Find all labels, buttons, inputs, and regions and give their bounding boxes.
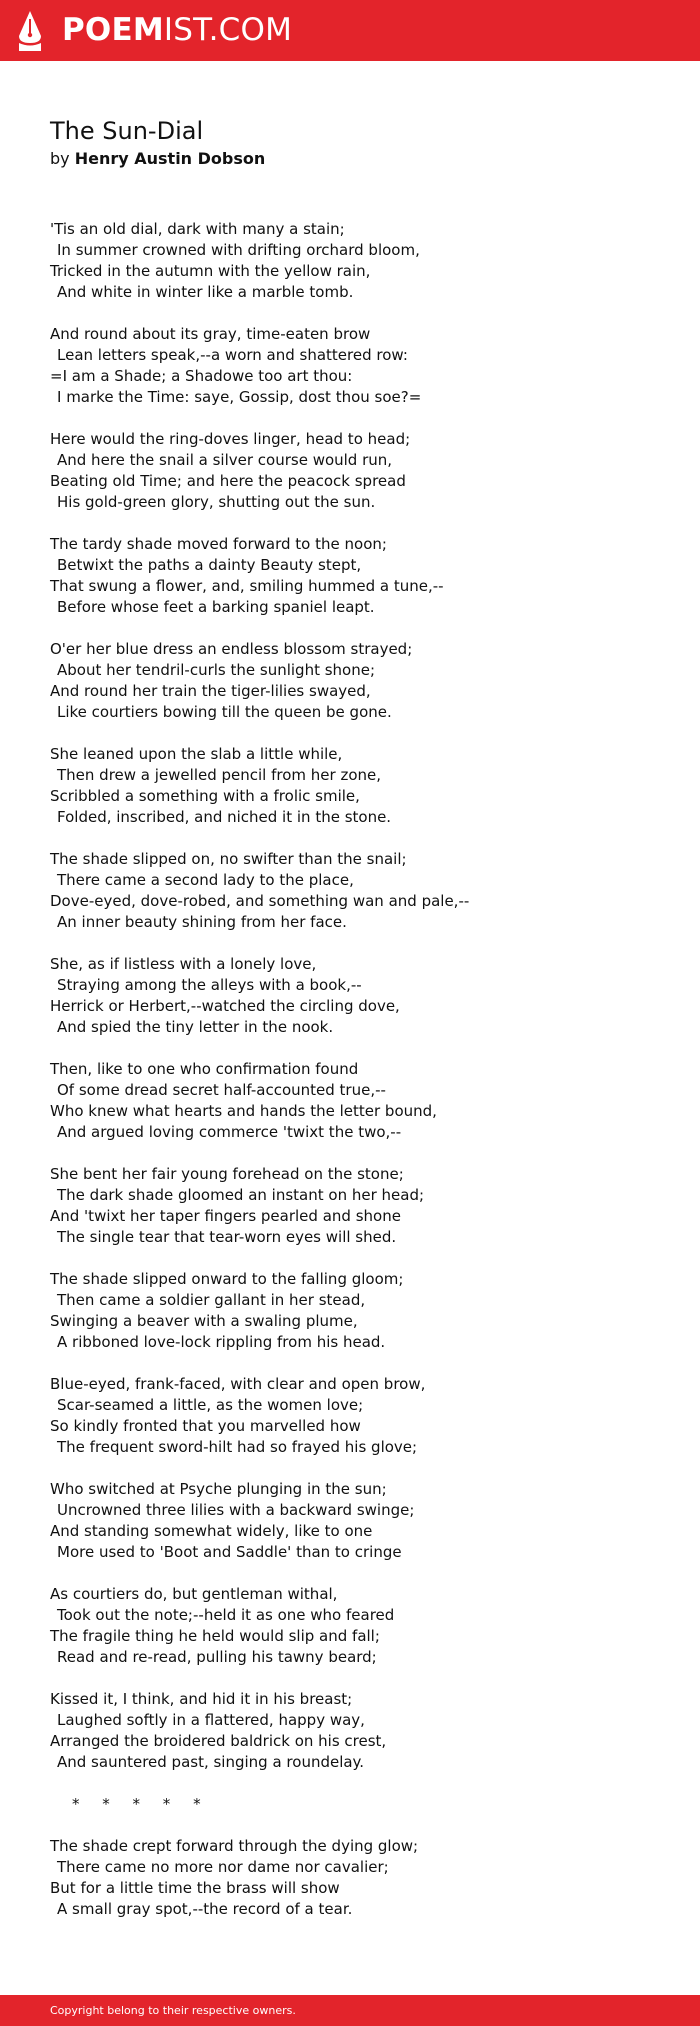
poem-line: A ribboned love-lock rippling from his head. [57,1333,386,1351]
pen-nib-logo-icon[interactable] [16,10,44,52]
poem-line: And round about its gray, time-eaten brow [50,325,371,343]
poem-line: Dove-eyed, dove-robed, and something wan and pale,-- [50,892,470,910]
poem-line: Blue-eyed, frank-faced, with clear and open brow, [50,1375,426,1393]
poem-line: But for a little time the brass will show [50,1879,340,1897]
poem-line: Herrick or Herbert,--watched the circling dove, [50,997,400,1015]
poem-stanza [50,219,670,303]
poem-line: There came no more nor dame nor cavalier; [57,1858,389,1876]
brand-light: IST.COM [163,12,293,48]
poem-line: Read and re-read, pulling his tawny beard; [57,1648,377,1666]
poem-line: Arranged the broidered baldrick on his crest, [50,1732,387,1750]
poem-stanza [50,1689,670,1773]
poem-line: I marke the Time: saye, Gossip, dost thou soe?= [57,388,422,406]
poem-line: The fragile thing he held would slip and fall; [50,1627,380,1645]
poem-stanza [50,849,670,933]
poem-line: About her tendril-curls the sunlight shone; [57,661,376,679]
poem-line: And standing somewhat widely, like to one [50,1522,373,1540]
poem-line: Then, like to one who confirmation found [50,1060,359,1078]
poem-line: Of some dread secret half-accounted true,-- [57,1081,386,1099]
poem-line: O'er her blue dress an endless blossom strayed; [50,640,413,658]
poem-line: The dark shade gloomed an instant on her head; [57,1186,425,1204]
poem-stanza [50,534,670,618]
poem-line: Straying among the alleys with a book,-- [57,976,362,994]
poem-line: And round her train the tiger-lilies swayed, [50,682,371,700]
poem-line: That swung a flower, and, smiling hummed a tune,-- [50,577,444,595]
poem-line: Here would the ring-doves linger, head to head; [50,430,411,448]
poem-line: In summer crowned with drifting orchard bloom, [57,241,420,259]
poem-line: Folded, inscribed, and niched it in the stone. [57,808,392,826]
poem-stanza [50,954,670,1038]
site-footer [0,1995,700,2026]
poem-stanza [50,1584,670,1668]
poem-line: An inner beauty shining from her face. [57,913,347,931]
poem-line: The tardy shade moved forward to the noon; [50,535,387,553]
by-label: by [50,149,70,168]
poem-line: She bent her fair young forehead on the stone; [50,1165,404,1183]
poem-line: =I am a Shade; a Shadowe too art thou: [50,367,353,385]
poem-line: Who knew what hearts and hands the letter bound, [50,1102,437,1120]
copyright-text: Copyright belong to their respective owners. [50,2004,296,2017]
poem-line: And 'twixt her taper fingers pearled and shone [50,1207,401,1225]
poem-line: Then came a soldier gallant in her stead, [57,1291,366,1309]
poem-line: Who switched at Psyche plunging in the sun; [50,1480,387,1498]
poem-line: Before whose feet a barking spaniel leapt. [57,598,375,616]
poem-stanza [50,324,670,408]
poem-line: 'Tis an old dial, dark with many a stain; [50,220,345,238]
poem-body [50,219,670,1941]
poem-line: The single tear that tear-worn eyes will shed. [57,1228,397,1246]
poem-line: The shade slipped onward to the falling gloom; [50,1270,404,1288]
author-link[interactable]: Henry Austin Dobson [74,149,266,168]
poem-line: She leaned upon the slab a little while, [50,745,343,763]
poem-stanza [50,1836,670,1920]
poem-line: Like courtiers bowing till the queen be gone. [57,703,392,721]
site-header [0,0,700,61]
poem-line: And argued loving commerce 'twixt the two,-- [57,1123,402,1141]
poem-line: Kissed it, I think, and hid it in his breast; [50,1690,353,1708]
poem-line: Scribbled a something with a frolic smile, [50,787,360,805]
poem-stanza [50,1269,670,1353]
poem-line: A small gray spot,--the record of a tear. [57,1900,353,1918]
poem-line: His gold-green glory, shutting out the sun. [57,493,376,511]
poem-title: The Sun-Dial [50,117,204,145]
site-logo-text[interactable] [62,10,292,50]
poem-line: Uncrowned three lilies with a backward swinge; [57,1501,415,1519]
poem-line: Beating old Time; and here the peacock spread [50,472,406,490]
poem-line: So kindly fronted that you marvelled how [50,1417,361,1435]
poem-stanza [50,1479,670,1563]
poem-line: The shade crept forward through the dying glow; [50,1837,419,1855]
poem-line: Tricked in the autumn with the yellow rain, [50,262,371,280]
poem-line: The frequent sword-hilt had so frayed his glove; [57,1438,418,1456]
poem-line: Swinging a beaver with a swaling plume, [50,1312,358,1330]
brand-bold: POEM [62,12,164,48]
stanza-separator: * * * * * [72,1795,201,1813]
poem-line: And white in winter like a marble tomb. [57,283,354,301]
poem-line: The shade slipped on, no swifter than the snail; [50,850,407,868]
byline [50,148,265,170]
poem-line: She, as if listless with a lonely love, [50,955,317,973]
poem-stanza [50,429,670,513]
poem-line: And here the snail a silver course would run, [57,451,393,469]
poem-line: Then drew a jewelled pencil from her zone, [57,766,382,784]
poem-line: And sauntered past, singing a roundelay. [57,1753,365,1771]
poem-line: And spied the tiny letter in the nook. [57,1018,334,1036]
poem-stanza [50,1374,670,1458]
poem-stanza [50,1059,670,1143]
poem-line: Scar-seamed a little, as the women love; [57,1396,364,1414]
poem-line: Laughed softly in a flattered, happy way, [57,1711,365,1729]
poem-stanza [50,639,670,723]
poem-line: Took out the note;--held it as one who feared [57,1606,395,1624]
poem-line: As courtiers do, but gentleman withal, [50,1585,338,1603]
poem-line: There came a second lady to the place, [57,871,354,889]
poem-stanza [50,744,670,828]
poem-stanza [50,1164,670,1248]
poem-line: Lean letters speak,--a worn and shattered row: [57,346,408,364]
poem-line: More used to 'Boot and Saddle' than to cringe [57,1543,402,1561]
poem-line: Betwixt the paths a dainty Beauty stept, [57,556,362,574]
